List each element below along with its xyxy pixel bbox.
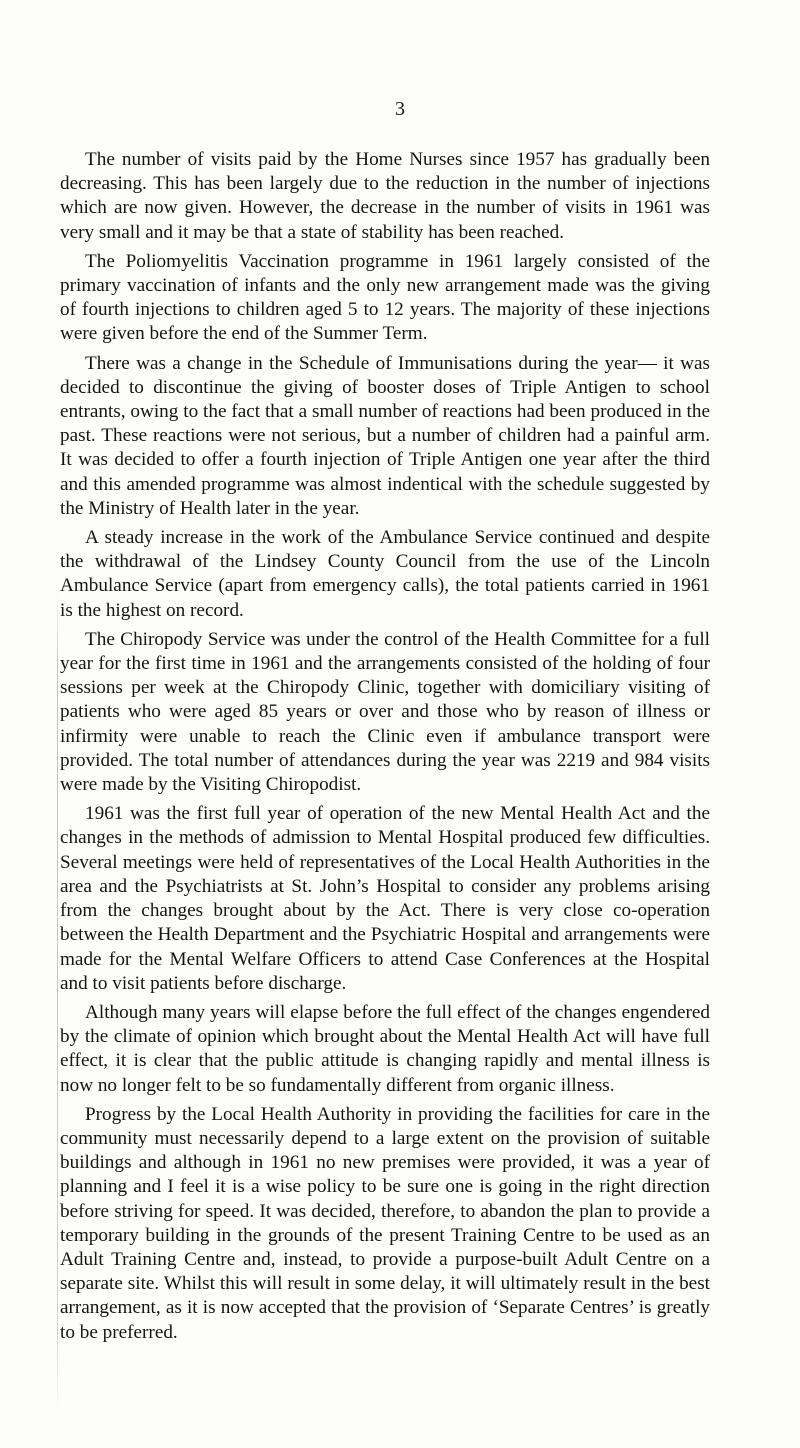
paragraph-training-centre: Progress by the Local Health Authority in providing the facilities for care in the community must necessarily depend to a large extent on the provision of suitable buildings and although in 1961 no new premises were provided, it was a year of planning and I feel it is a wise policy to be sure one is going in the right direction before striving for speed. It was decided, therefore, to abandon the plan to provide a temporary building in the grounds of the present Training Centre to be used as an Adult Training Centre and, instead, to provide a purpose-built Adult Centre on a separate site. Whilst this will result in some delay, it will ultimately result in the best arrangement, as it is now accepted that the provision of ‘Separate Centres’ is greatly to be preferred.: [60, 1103, 710, 1343]
paragraph-home-nurses: The number of visits paid by the Home Nurses since 1957 has gradually been decreasing. This has been largely due to the reduction in the number of injections which are now given. However, the decrease in the number of visits in 1961 was very small and it may be that a state of stability has been reached.: [60, 149, 710, 243]
paragraph-chiropody: The Chiropody Service was under the control of the Health Committee for a full year for the first time in 1961 and the arrangements consisted of the holding of four sessions per week at the Chiropody Clinic, together with domiciliary visiting of patients who were aged 85 years or over and those who by reason of illness or infirmity were unable to reach the Clinic even if ambulance transport were provided. The total number of attendances during the year was 2219 and 984 visits were made by the Visiting Chiropodist.: [60, 628, 710, 796]
paragraph-mental-health-act: 1961 was the first full year of operation of the new Mental Health Act and the changes in the methods of admission to Mental Hospital produced few difficulties. Several meetings were held of representatives of the Local Health Authorities in the area and the Psychiatrists at St. John’s Hospital to consider any problems arising from the changes brought about by the Act. There is very close co-operation between the Health Department and the Psychiatric Hospital and arrangements were made for the Mental Welfare Officers to attend Case Conferences at the Hospital and to visit patients before discharge.: [60, 803, 710, 994]
paragraph-ambulance: A steady increase in the work of the Ambulance Service continued and despite the withdrawal of the Lindsey County Council from the use of the Lincoln Ambulance Service (apart from emergency calls), the total patients carried in 1961 is the highest on record.: [60, 527, 710, 621]
paragraph-immunisations: There was a change in the Schedule of Immunisations during the year— it was decided to discontinue the giving of booster doses of Triple Antigen to school entrants, owing to the fact that a small number of reactions had been produced in the past. These reactions were not serious, but a number of children had a painful arm. It was decided to offer a fourth injection of Triple Antigen one year after the third and this amended programme was almost indentical with the schedule suggested by the Ministry of Health later in the year.: [60, 352, 710, 519]
page-number: 3: [395, 98, 405, 120]
paragraph-poliomyelitis: The Poliomyelitis Vaccination programme in 1961 largely consisted of the primary vaccination of infants and the only new arrangement made was the giving of fourth injections to children aged 5 to 12 years. The majority of these injections were given before the end of the Summer Term.: [60, 250, 710, 345]
margin-shadow-line: [57, 590, 58, 1410]
body-text: [60, 148, 710, 1350]
paragraph-public-attitude: Although many years will elapse before the full effect of the changes engendered by the climate of opinion which brought about the Mental Health Act will have full effect, it is clear that the public attitude is changing rapidly and mental illness is now no longer felt to be so fundamentally different from organic illness.: [60, 1001, 710, 1096]
